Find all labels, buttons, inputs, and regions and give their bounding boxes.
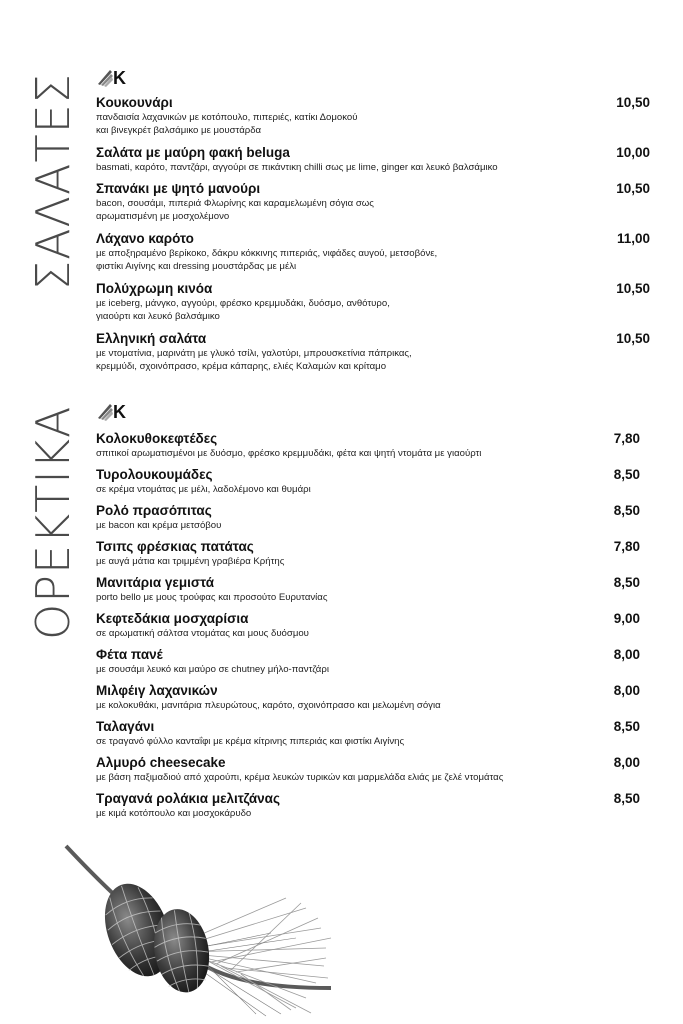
item-description: σε τραγανό φύλλο κανταΐφι με κρέμα κίτρινης πιπεριάς και φιστίκι Αιγίνης (96, 736, 405, 747)
item-name: Κουκουνάρι (96, 95, 173, 110)
item-price: 7,80 (613, 431, 640, 446)
item-description: με iceberg, μάνγκο, αγγούρι, φρέσκο κρεμμυδάκι, δυόσμο, ανθότυρο, (96, 298, 390, 309)
menu-item (96, 280, 656, 330)
item-name: Πολύχρωμη κινόα (96, 281, 213, 296)
menu-item (96, 466, 656, 502)
item-name: Κεφτεδάκια μοσχαρίσια (96, 611, 249, 626)
item-name: Αλμυρό cheesecake (96, 755, 226, 770)
menu-item (96, 610, 656, 646)
item-name: Μιλφέιγ λαχανικών (96, 683, 218, 698)
item-description: με κολοκυθάκι, μανιτάρια πλευρώτους, καρότο, σχοινόπρασο και μελωμένη σόγια (96, 700, 441, 711)
item-description: basmati, καρότο, παντζάρι, αγγούρι σε πικάντικη chilli σως με lime, ginger και λευκό βαλσάμικο (96, 162, 498, 173)
menu-item (96, 790, 656, 826)
item-name: Σαλάτα με μαύρη φακή beluga (96, 145, 290, 160)
item-description: με κιμά κοτόπουλο και μοσχοκάρυδο (96, 808, 252, 819)
item-description: πανδαισία λαχανικών με κοτόπουλο, πιπεριές, κατίκι Δομοκού (96, 112, 358, 123)
item-price: 7,80 (613, 539, 640, 554)
section-title-orektika: ΟΡΕΚΤΙΚΑ (26, 405, 80, 640)
item-name: Τσιπς φρέσκιας πατάτας (96, 539, 254, 554)
item-price: 8,50 (613, 575, 640, 590)
menu-item (96, 94, 656, 144)
item-price: 10,00 (616, 145, 650, 160)
item-description: και βινεγκρέτ βαλσάμικο με μουστάρδα (96, 125, 262, 136)
item-name: Φέτα πανέ (96, 647, 163, 662)
logo-letter: K (113, 402, 126, 422)
menu-orektika (96, 430, 656, 826)
item-price: 10,50 (616, 95, 650, 110)
item-price: 9,00 (613, 611, 640, 626)
item-description: σε αρωματική σάλτσα ντομάτας και μους δυόσμου (96, 628, 309, 639)
menu-item (96, 538, 656, 574)
item-name: Σπανάκι με ψητό μανούρι (96, 181, 261, 196)
item-name: Μανιτάρια γεμιστά (96, 575, 215, 590)
menu-item (96, 646, 656, 682)
menu-item (96, 230, 656, 280)
item-price: 11,00 (616, 231, 650, 246)
item-description: bacon, σουσάμι, πιπεριά Φλωρίνης και καραμελωμένη σόγια σως (96, 198, 374, 209)
item-description: με bacon και κρέμα μετσόβου (96, 520, 222, 531)
item-description: σε κρέμα ντομάτας με μέλι, λαδολέμονο και θυμάρι (96, 484, 311, 495)
pinecone-logo-icon (96, 398, 130, 422)
item-description: με αυγά μάτια και τριμμένη γραβιέρα Κρήτης (96, 556, 285, 567)
item-price: 8,50 (613, 467, 640, 482)
item-description: porto bello με μους τρούφας και προσούτο Ευρυτανίας (96, 592, 328, 603)
menu-item (96, 330, 656, 380)
item-description: με ντοματίνια, μαρινάτη με γλυκό τσίλι, γαλοτύρι, μπρουσκετίνια πάπρικας, (96, 348, 412, 359)
menu-item (96, 574, 656, 610)
item-price: 8,00 (613, 683, 640, 698)
item-price: 8,50 (613, 791, 640, 806)
item-name: Λάχανο καρότο (96, 231, 194, 246)
item-description: με αποξηραμένο βερίκοκο, δάκρυ κόκκινης πιπεριάς, νιφάδες αυγού, μετσοβόνε, (96, 248, 438, 259)
item-description: με βάση παξιμαδιού από χαρούπι, κρέμα λευκών τυρικών και μαρμελάδα ελιάς με ζελέ ντομάτας (96, 772, 504, 783)
item-name: Τραγανά ρολάκια μελιτζάνας (96, 791, 280, 806)
item-name: Κολοκυθοκεφτέδες (96, 431, 218, 446)
item-price: 8,00 (613, 647, 640, 662)
item-price: 8,00 (613, 755, 640, 770)
menu-item (96, 144, 656, 180)
item-price: 8,50 (613, 719, 640, 734)
item-price: 8,50 (613, 503, 640, 518)
menu-salates (96, 94, 656, 380)
item-description: αρωματισμένη με μοσχολέμονο (96, 211, 230, 222)
pinecone-logo-icon (96, 64, 130, 88)
item-name: Ελληνική σαλάτα (96, 331, 207, 346)
item-price: 10,50 (616, 281, 650, 296)
pinecone-branch-illustration (56, 838, 336, 1018)
item-description: κρεμμύδι, σχοινόπρασο, κρέμα κάπαρης, ελιές Καλαμών και κρίταμο (96, 361, 387, 372)
menu-item (96, 682, 656, 718)
menu-item (96, 502, 656, 538)
item-name: Τυρολουκουμάδες (96, 467, 213, 482)
section-title-salates: ΣΑΛΑΤΕΣ (26, 73, 80, 290)
item-description: φιστίκι Αιγίνης και dressing μουστάρδας με μέλι (96, 261, 297, 272)
item-description: σπιτικοί αρωματισμένοι με δυόσμο, φρέσκο κρεμμυδάκι, φέτα και ψητή ντομάτα με γιαούρτι (96, 448, 482, 459)
menu-item (96, 754, 656, 790)
menu-item (96, 718, 656, 754)
menu-item (96, 180, 656, 230)
item-name: Ρολό πρασόπιτας (96, 503, 212, 518)
item-price: 10,50 (616, 181, 650, 196)
item-name: Ταλαγάνι (96, 719, 155, 734)
menu-item (96, 430, 656, 466)
item-price: 10,50 (616, 331, 650, 346)
item-description: γιαούρτι και λευκό βαλσάμικο (96, 311, 220, 322)
logo-letter: K (113, 68, 126, 88)
item-description: με σουσάμι λευκό και μαύρο σε chutney μήλο-παντζάρι (96, 664, 329, 675)
